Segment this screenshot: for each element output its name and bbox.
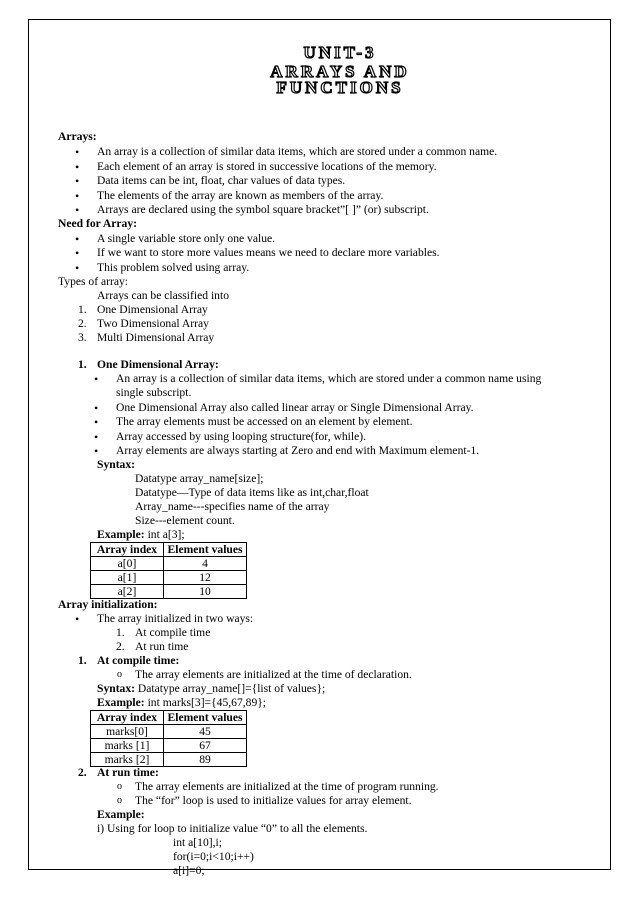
list-item: o The “for” loop is used to initialize values for array element. xyxy=(135,794,412,808)
syntax-line: Datatype array_name[size]; xyxy=(135,472,264,485)
list-item: • Each element of an array is stored in successive locations of the memory. xyxy=(97,160,437,174)
list-number: 2. xyxy=(116,640,125,653)
list-item: • This problem solved using array. xyxy=(97,261,249,275)
example-line xyxy=(97,528,185,542)
table-header: Element values xyxy=(164,711,247,725)
list-item: • The array initialized in two ways: xyxy=(97,612,253,626)
example-label: Example: xyxy=(97,696,145,709)
list-item: At compile time xyxy=(135,626,211,639)
table-header: Array index xyxy=(91,543,164,557)
types-heading: Types of array: xyxy=(58,275,129,288)
table-row xyxy=(91,585,247,599)
list-item: • An array is a collection of similar data items, which are stored under a common name. xyxy=(97,145,497,159)
list-item: • A single variable store only one value. xyxy=(97,232,275,246)
list-number: 3. xyxy=(78,331,87,344)
compile-heading: At compile time: xyxy=(97,654,180,667)
syntax-line: Datatype—Type of data items like as int,char,float xyxy=(135,486,369,499)
syntax-line xyxy=(97,682,325,696)
example-text: int marks[3]={45,67,89}; xyxy=(144,696,267,709)
unit-title: UNIT-3 xyxy=(303,43,377,62)
list-item: o The array elements are initialized at the time of program running. xyxy=(135,780,439,794)
list-number: 2. xyxy=(78,317,87,330)
table-cell: 12 xyxy=(164,571,247,585)
list-item: Multi Dimensional Array xyxy=(97,331,215,344)
list-item: • The elements of the array are known as members of the array. xyxy=(97,189,383,203)
chapter-title-line2: FUNCTIONS xyxy=(276,78,404,97)
example-label: Example: xyxy=(97,528,145,541)
table-cell: marks [2] xyxy=(91,753,164,767)
list-item: • The array elements must be accessed on an element by element. xyxy=(116,415,412,429)
need-heading: Need for Array: xyxy=(58,217,137,230)
runtime-heading: At run time: xyxy=(97,766,159,779)
list-item: • Arrays are declared using the symbol square bracket”[ ]” (or) subscript. xyxy=(97,203,429,217)
table-cell: 4 xyxy=(164,557,247,571)
table-cell: a[2] xyxy=(91,585,164,599)
list-item: One Dimensional Array xyxy=(97,303,208,316)
table-header: Element values xyxy=(164,543,247,557)
table-cell: 10 xyxy=(164,585,247,599)
list-item-continued: single subscript. xyxy=(116,386,192,399)
arrays-heading: Arrays: xyxy=(58,130,97,143)
section-number: 2. xyxy=(78,766,87,779)
table-cell: 89 xyxy=(164,753,247,767)
table-cell: 67 xyxy=(164,739,247,753)
code-line: int a[10],i; xyxy=(173,836,222,849)
init-heading: Array initialization: xyxy=(58,598,158,611)
table-row xyxy=(91,753,247,767)
loop-intro: i) Using for loop to initialize value “0” to all the elements. xyxy=(97,822,368,835)
table-cell: 45 xyxy=(164,725,247,739)
table-row xyxy=(91,739,247,753)
code-line: for(i=0;i<10;i++) xyxy=(173,850,254,863)
list-item: o The array elements are initialized at the time of declaration. xyxy=(135,668,412,682)
list-item: • If we want to store more values means we need to declare more variables. xyxy=(97,246,440,260)
list-number: 1. xyxy=(78,303,87,316)
list-item: • An array is a collection of similar data items, which are stored under a common name using xyxy=(116,372,541,386)
table-cell: marks[0] xyxy=(91,725,164,739)
syntax-text: Datatype array_name[]={list of values}; xyxy=(135,682,326,695)
syntax-label: Syntax: xyxy=(97,458,136,471)
example-line xyxy=(97,696,266,710)
section-number: 1. xyxy=(78,654,87,667)
list-item: At run time xyxy=(135,640,189,653)
table-cell: a[1] xyxy=(91,571,164,585)
example-text: int a[3]; xyxy=(144,528,185,541)
section-number: 1. xyxy=(78,358,87,371)
table-row xyxy=(91,571,247,585)
list-item: • Array elements are always starting at Zero and end with Maximum element-1. xyxy=(116,444,479,458)
code-line: a[i]=0; xyxy=(173,864,205,877)
array-table-1d xyxy=(90,542,247,599)
table-cell: marks [1] xyxy=(91,739,164,753)
table-row xyxy=(91,557,247,571)
list-item: • Array accessed by using looping structure(for, while). xyxy=(116,430,366,444)
syntax-line: Array_name---specifies name of the array xyxy=(135,500,330,513)
example-label: Example: xyxy=(97,808,145,821)
chapter-title-line1: ARRAYS AND xyxy=(270,62,410,81)
syntax-label: Syntax: xyxy=(97,682,136,695)
list-item: Two Dimensional Array xyxy=(97,317,209,330)
one-dim-heading: One Dimensional Array: xyxy=(97,358,219,371)
table-row xyxy=(91,725,247,739)
array-table-compile xyxy=(90,710,247,767)
list-item: • Data items can be int, float, char values of data types. xyxy=(97,174,345,188)
list-number: 1. xyxy=(116,626,125,639)
types-intro: Arrays can be classified into xyxy=(97,289,229,302)
syntax-line: Size---element count. xyxy=(135,514,235,527)
list-item: • One Dimensional Array also called linear array or Single Dimensional Array. xyxy=(116,401,474,415)
table-cell: a[0] xyxy=(91,557,164,571)
table-header: Array index xyxy=(91,711,164,725)
